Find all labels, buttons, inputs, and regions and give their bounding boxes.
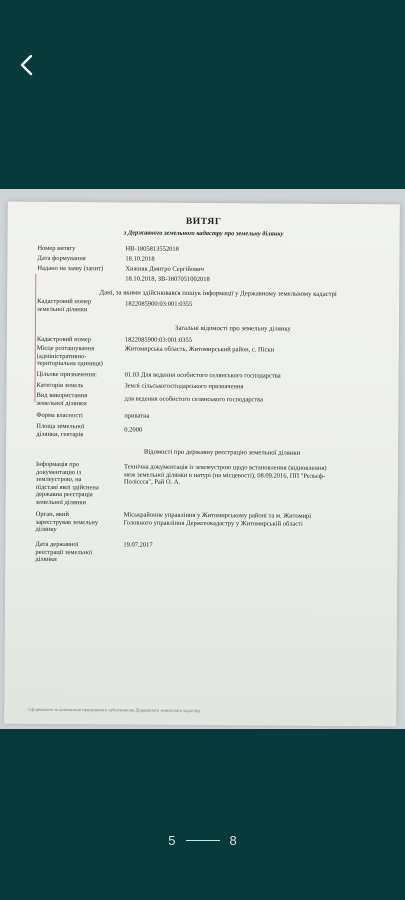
- documentation-label: Інформація про документацію із землеустрою, на підставі якої здійснена державна реєстрація земельної ділянки: [35, 460, 99, 507]
- use-type-label: Вид використання земельної ділянки: [36, 391, 88, 407]
- back-button[interactable]: [12, 50, 42, 80]
- registration-date-value: 19.07.2017: [123, 541, 153, 549]
- chevron-left-icon: [12, 50, 42, 80]
- area-label: Площа земельної ділянки, гектарів: [36, 422, 85, 438]
- requested-by-label: Надано на заяву (запит): [37, 264, 104, 273]
- registration-heading: Відомості про державну реєстрацію земельної ділянки: [143, 448, 301, 457]
- purpose-value: 01.03 Для ведення особистого селянського господарства: [124, 371, 281, 380]
- ownership-value: приватна: [124, 412, 150, 420]
- documentation-value: Технічна документація із землеустрою щодо встановлення (відновлення) меж земельної ділянки в натурі (на місцевості), 08.09.2016, ПП "Рельєф- Поліссся", Рай О. А.: [123, 463, 327, 487]
- land-category-value: Землі сільськогосподарського призначення: [124, 382, 244, 391]
- document-sheet: [4, 202, 400, 727]
- use-type-value: для ведення особистого селянського господарства: [124, 395, 264, 404]
- document-title: ВИТЯГ: [185, 216, 222, 228]
- general-heading: Загальні відомості про земельну ділянку: [174, 324, 291, 333]
- extract-number-value: НВ-1805813552018: [125, 245, 179, 253]
- purpose-label: Цільове призначення:: [36, 370, 97, 379]
- formed-date-label: Дата формування: [37, 254, 86, 263]
- search-cadastral-value: 1822085900:03:001:0355: [125, 300, 193, 308]
- pager-divider: [186, 840, 220, 841]
- request-ref-value: 18.10.2018, ЗВ-1807051002018: [125, 275, 210, 284]
- land-category-label: Категорія земель: [36, 381, 84, 390]
- page-indicator: [0, 832, 405, 848]
- document-subtitle: з Державного земельного кадастру про земельну ділянку: [123, 229, 284, 238]
- registering-body-label: Орган, який зареєстрував земельну ділянку: [35, 510, 99, 534]
- extract-number-label: Номер витягу: [37, 244, 76, 253]
- document-photo: [0, 189, 405, 729]
- formed-date-value: 18.10.2018: [125, 255, 155, 263]
- area-value: 0.2000: [124, 426, 143, 434]
- registering-body-value: Міськрайонне управління у Житомирському районі та м. Житомирі Головного управління Держгеокадастру у Житомирській області: [123, 511, 312, 528]
- search-cadastral-label: Кадастровий номер земельної ділянки: [37, 297, 92, 313]
- search-intro: Дані, за якими здійснювався пошук інформації у Державному земельному кадастрі: [99, 289, 337, 298]
- footer-note: Сформовано за допомогою програмного забезпечення Державного земельного кадастру: [28, 706, 201, 713]
- requested-by-value: Хижняк Дмитро Сергійович: [125, 265, 204, 274]
- current-page: 5: [168, 832, 176, 848]
- cadastral-number-value: 1822085900:03:001:0355: [124, 336, 193, 344]
- registration-date-label: Дата державної реєстрації земельної ділянки: [35, 540, 93, 564]
- ownership-label: Форма власності: [36, 411, 83, 420]
- cadastral-number-label: Кадастровий номер: [36, 335, 92, 344]
- location-label: Місце розташування (адміністративно- територіальна одиниця): [36, 344, 103, 368]
- location-value: Житомирська область, Житомирський район, с. Піски: [124, 345, 275, 354]
- total-pages: 8: [229, 832, 237, 848]
